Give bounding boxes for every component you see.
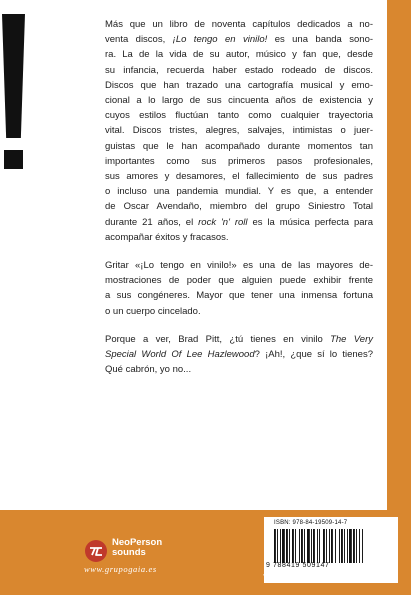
text-line: Discos que han trazado una cartografía musical y emo- xyxy=(105,79,373,91)
text-line: Qué cabrón, yo no... xyxy=(105,364,192,376)
publisher-logo-icon xyxy=(84,539,108,563)
barcode-bar xyxy=(335,529,336,563)
barcode-bar xyxy=(299,529,300,563)
barcode-bar xyxy=(301,529,303,563)
barcode-bar xyxy=(326,529,327,563)
text-line: Más que un libro de noventa capítulos dedicados a no- xyxy=(105,19,373,30)
barcode-bar xyxy=(323,529,325,563)
back-cover-text xyxy=(105,17,373,390)
text-line: vital. Discos tristes, alegres, salvajes, intimistas o juer- xyxy=(105,125,373,137)
text-line: cuyos estilos fluctúan tanto como cualquier trayectoria xyxy=(105,110,373,122)
barcode-bar xyxy=(311,529,312,563)
publisher-name: NeoPerson xyxy=(112,537,163,548)
text-line: acompañar éxitos y fracasos. xyxy=(105,231,229,243)
barcode-bar xyxy=(356,529,357,563)
barcode-bar xyxy=(349,529,352,563)
barcode xyxy=(274,529,392,563)
barcode-bar xyxy=(341,529,343,563)
text-line: mostraciones de poder que alguien puede exhibir frente xyxy=(105,275,373,287)
barcode-bar xyxy=(313,529,315,563)
barcode-bar xyxy=(277,529,278,563)
text-line: sus amores y desamores, el fallecimiento de sus padres xyxy=(105,171,373,183)
barcode-bar xyxy=(317,529,318,563)
barcode-bar xyxy=(289,529,290,563)
paragraph-3 xyxy=(105,332,373,378)
text-line: ra. La de la vida de su autor, músico y fan que, desde xyxy=(105,49,373,61)
barcode-bar xyxy=(295,529,296,563)
barcode-bar xyxy=(307,529,310,563)
barcode-bar xyxy=(292,529,294,563)
barcode-bar xyxy=(362,529,363,563)
barcode-bar xyxy=(347,529,348,563)
barcode-bar xyxy=(331,529,333,563)
exclamation-mark-bar xyxy=(2,14,25,138)
barcode-bar xyxy=(286,529,288,563)
text-line: Porque a ver, Brad Pitt, ¿tú tienes en vinilo The Very xyxy=(105,333,373,345)
paragraph-1 xyxy=(105,17,373,245)
text-line: a sus congéneres. Mayor que tener una inmensa fortuna xyxy=(105,290,373,302)
text-line: su infancia, recuerda haber estado rodeado de discos. xyxy=(105,64,373,76)
barcode-bar xyxy=(274,529,276,563)
barcode-bar xyxy=(319,529,320,563)
publisher-website: www.grupogaia.es xyxy=(84,564,157,574)
barcode-bar xyxy=(344,529,345,563)
text-line: cional a lo largo de sus cincuenta años de existencia y xyxy=(105,95,373,107)
barcode-bar xyxy=(359,529,360,563)
text-line: venta discos, ¡Lo tengo en vinilo! es una banda sono- xyxy=(105,34,374,46)
text-line: de Oscar Avendaño, miembro del grupo Siniestro Total xyxy=(105,201,373,213)
barcode-digits: 9 788419 509147 xyxy=(266,562,330,569)
barcode-bar xyxy=(280,529,281,563)
text-line: o un cuerpo cincelado. xyxy=(105,305,201,317)
text-line: guistas que le han acompañado durante momentos tan xyxy=(105,140,373,152)
publisher-sub: sounds xyxy=(112,547,146,558)
thema-code: THEMA: AVLP xyxy=(263,574,307,581)
text-line: Gritar «¡Lo tengo en vinilo!» es una de las mayores de- xyxy=(105,260,373,272)
text-line: durante 21 años, el rock 'n' roll es la música perfecta para xyxy=(105,216,373,228)
barcode-bar xyxy=(282,529,285,563)
barcode-bar xyxy=(329,529,330,563)
paragraph-2 xyxy=(105,258,373,319)
barcode-bar xyxy=(353,529,355,563)
text-line: importantes como sus primeros pasos profesionales, xyxy=(105,155,373,167)
exclamation-mark-dot xyxy=(4,150,23,169)
text-line: Special World Of Lee Hazlewood? ¡Ah!, ¿que sí lo tienes? xyxy=(105,349,373,361)
text-line: o incluso una pandemia mundial. Y es que, a entender xyxy=(105,186,373,198)
barcode-bar xyxy=(304,529,305,563)
isbn-label: ISBN: 978-84-19509-14-7 xyxy=(274,520,348,526)
barcode-bar xyxy=(339,529,340,563)
